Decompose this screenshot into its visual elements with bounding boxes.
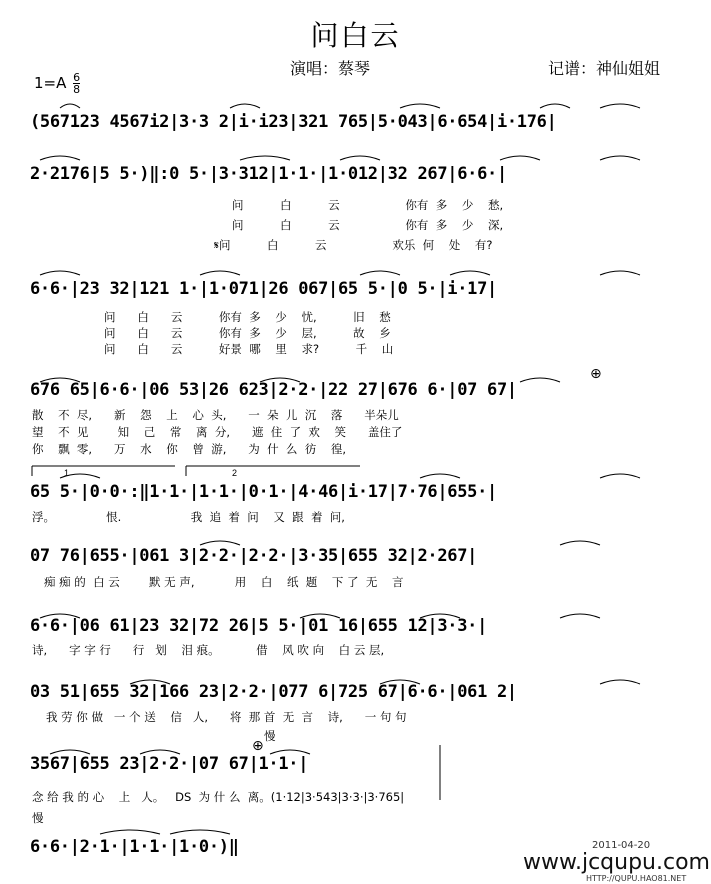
watermark: www.jcqupu.com [523, 850, 710, 875]
score-row-5: 65 5·|0·0·:‖1·1·|1·1·|0·1·|4·46|i·17|7·76|655·| [30, 482, 497, 502]
lyric-row-2a: 问 白 云 你有 多 少 愁, [232, 198, 504, 212]
volta-2: 2 [232, 468, 238, 478]
lyric-row-7a: 诗, 字 字 行 行 划 泪 痕。 借 风 吹 向 白 云 层, [32, 643, 385, 657]
volta-1: 1 [64, 468, 70, 478]
slow-mark-1: 慢 [264, 729, 276, 743]
score-row-7: 6·6·|06 61|23 32|72 26|5 5·|01 16|655 12|3·3·| [30, 616, 488, 636]
score-row-2: 2·2176|5 5·)‖:0 5·|3·312|1·1·|1·012|32 267|6·6·| [30, 164, 507, 184]
coda-mark-2: ⊕ [252, 738, 264, 754]
score-row-9: 3567|655 23|2·2·|07 67|1·1·| [30, 754, 309, 774]
score-row-10: 6·6·|2·1·|1·1·|1·0·)‖ [30, 837, 239, 857]
singer: 演唱：蔡琴 [290, 59, 371, 78]
song-title: 问白云 [310, 19, 401, 52]
lyric-row-3c: 问 白 云 好景 哪 里 求? 千 山 [104, 342, 394, 356]
score-row-6: 07 76|655·|061 3|2·2·|2·2·|3·35|655 32|2·267| [30, 546, 478, 566]
lyric-row-2b: 问 白 云 你有 多 少 深, [232, 218, 504, 232]
lyric-row-6a: 痴 痴 的 白 云 默 无 声, 用 白 纸 题 下 了 无 言 [44, 575, 404, 589]
lyric-row-4c: 你 飘 零, 万 水 你 曾 游, 为 什 么 彷 徨, [32, 442, 346, 456]
lyric-row-3b: 问 白 云 你有 多 少 层, 故 乡 [104, 326, 391, 340]
lyric-row-8a: 我 劳 你 做 一 个 送 信 人, 将 那 首 无 言 诗, 一 句 句 [46, 710, 407, 724]
lyric-row-4b: 望 不 见 知 己 常 离 分, 遮 住 了 欢 笑 盖住了 [32, 425, 403, 439]
coda-mark: ⊕ [590, 366, 602, 382]
time-top: 6 [73, 71, 81, 84]
lyric-row-3a: 问 白 云 你有 多 少 忧, 旧 愁 [104, 310, 391, 324]
lyric-row-4a: 散 不 尽, 新 怨 上 心 头, 一 朵 儿 沉 落 半朵儿 [32, 408, 399, 422]
score-row-4: 676 65|6·6·|06 53|26 623|2·2·|22 27|676 6·|07 67| [30, 380, 517, 400]
lyric-row-2c: 𝄋问 白 云 欢乐 何 处 有? [214, 238, 493, 252]
watermark-small: HTTP://QUPU.HAO81.NET [586, 874, 687, 883]
lyric-row-9a: 念 给 我 的 心 上 人。 DS 为 什 么 离。(1·12|3·543|3·3·|3·765| [32, 790, 405, 804]
date-stamp: 2011-04-20 [592, 840, 651, 851]
slow-mark-2: 慢 [32, 811, 44, 825]
time-bottom: 8 [73, 83, 81, 96]
score-row-1: (567123 4567i2|3·3 2|i·i23|321 765|5·043|6·654|i·176| [30, 112, 557, 132]
score-row-8: 03 51|655 32|166 23|2·2·|077 6|725 67|6·6·|061 2| [30, 682, 517, 702]
score-row-3: 6·6·|23 32|121 1·|1·071|26 067|65 5·|0 5·|i·17| [30, 279, 497, 299]
transcriber: 记谱：神仙姐姐 [548, 59, 661, 78]
lyric-row-5a: 浮。 恨. 我 追 着 问 又 跟 着 问, [32, 510, 345, 524]
key-text: 1=A [34, 74, 67, 92]
